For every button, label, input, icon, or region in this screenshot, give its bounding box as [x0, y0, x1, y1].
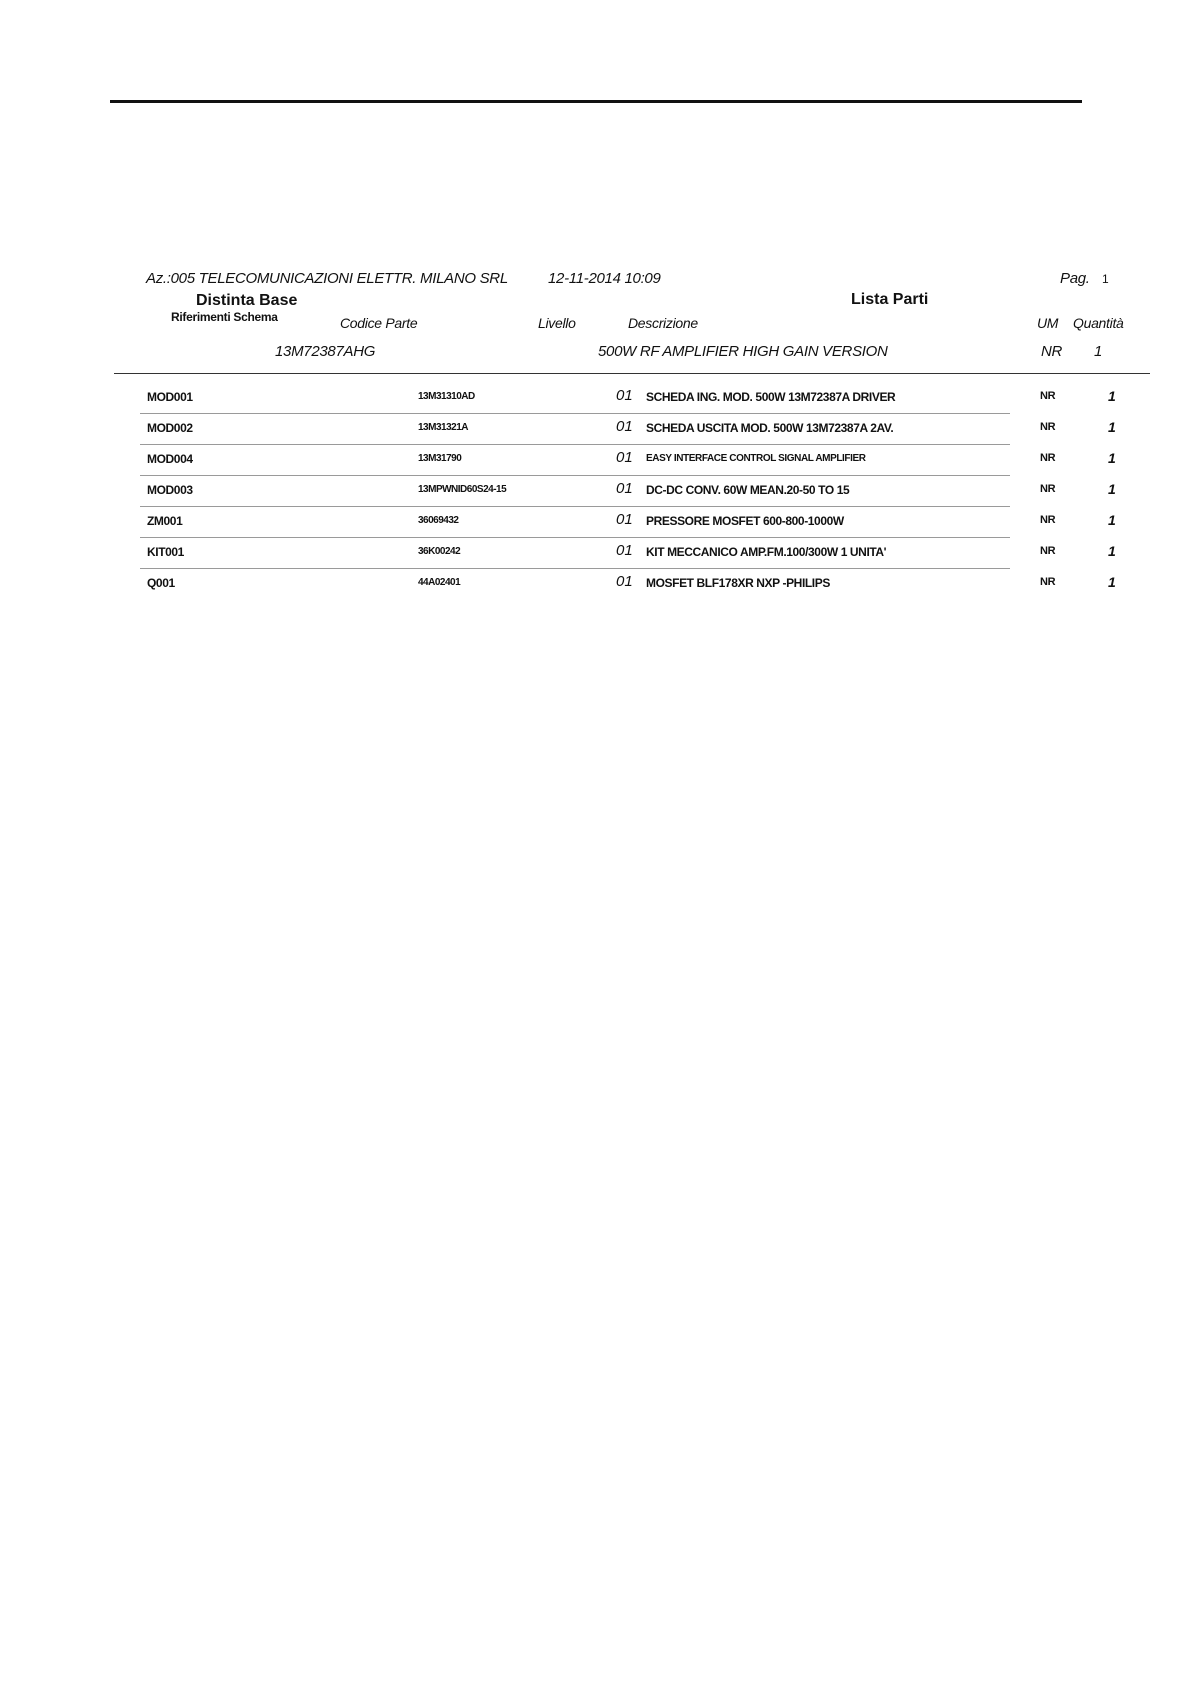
- print-datetime: 12-11-2014 10:09: [548, 270, 661, 287]
- list-title: Lista Parti: [851, 291, 929, 308]
- row-reference: MOD003: [147, 483, 193, 497]
- row-um: NR: [1040, 545, 1056, 557]
- table-row: [140, 476, 1116, 507]
- row-part-code: 13MPWNID60S24-15: [418, 484, 507, 495]
- row-reference: KIT001: [147, 545, 184, 559]
- assembly-um: NR: [1041, 343, 1063, 360]
- document-title: Distinta Base: [196, 292, 298, 309]
- page-label: Pag.: [1060, 270, 1090, 287]
- row-level: 01: [616, 449, 633, 466]
- row-part-code: 36K00242: [418, 546, 461, 557]
- column-header-code: Codice Parte: [340, 315, 418, 331]
- row-quantity: 1: [1108, 481, 1116, 497]
- column-header-quantity: Quantità: [1073, 315, 1124, 331]
- document-subtitle: Riferimenti Schema: [171, 310, 278, 324]
- column-header-level: Livello: [538, 315, 576, 331]
- table-row: [140, 445, 1116, 476]
- row-description: MOSFET BLF178XR NXP -PHILIPS: [646, 576, 830, 590]
- assembly-description: 500W RF AMPLIFIER HIGH GAIN VERSION: [598, 343, 888, 360]
- company-name: Az.:005 TELECOMUNICAZIONI ELETTR. MILANO SRL: [146, 270, 508, 287]
- row-um: NR: [1040, 514, 1056, 526]
- table-row: [140, 538, 1116, 569]
- row-description: KIT MECCANICO AMP.FM.100/300W 1 UNITA': [646, 545, 887, 559]
- row-um: NR: [1040, 390, 1056, 402]
- table-row: [140, 383, 1116, 414]
- row-reference: MOD002: [147, 421, 193, 435]
- row-description: SCHEDA ING. MOD. 500W 13M72387A DRIVER: [646, 390, 896, 404]
- table-row: [140, 507, 1116, 538]
- row-reference: MOD004: [147, 452, 193, 466]
- assembly-quantity: 1: [1094, 343, 1103, 360]
- row-part-code: 13M31321A: [418, 422, 468, 433]
- row-um: NR: [1040, 452, 1056, 464]
- assembly-code: 13M72387AHG: [275, 343, 376, 360]
- row-quantity: 1: [1108, 388, 1116, 404]
- column-header-description: Descrizione: [628, 315, 698, 331]
- table-row: [140, 414, 1116, 445]
- row-quantity: 1: [1108, 419, 1116, 435]
- row-description: EASY INTERFACE CONTROL SIGNAL AMPLIFIER: [646, 453, 866, 464]
- page-number: 1: [1102, 272, 1109, 286]
- row-um: NR: [1040, 421, 1056, 433]
- row-quantity: 1: [1108, 512, 1116, 528]
- row-level: 01: [616, 511, 633, 528]
- row-level: 01: [616, 573, 633, 590]
- row-quantity: 1: [1108, 450, 1116, 466]
- row-part-code: 13M31310AD: [418, 391, 475, 402]
- column-header-um: UM: [1037, 315, 1059, 331]
- row-reference: MOD001: [147, 390, 193, 404]
- row-description: PRESSORE MOSFET 600-800-1000W: [646, 514, 844, 528]
- row-reference: Q001: [147, 576, 175, 590]
- top-horizontal-rule: [110, 100, 1082, 103]
- row-um: NR: [1040, 483, 1056, 495]
- row-reference: ZM001: [147, 514, 183, 528]
- row-level: 01: [616, 480, 633, 497]
- row-level: 01: [616, 418, 633, 435]
- row-description: DC-DC CONV. 60W MEAN.20-50 TO 15: [646, 483, 850, 497]
- row-part-code: 36069432: [418, 515, 459, 526]
- row-description: SCHEDA USCITA MOD. 500W 13M72387A 2AV.: [646, 421, 894, 435]
- row-part-code: 13M31790: [418, 453, 462, 464]
- row-quantity: 1: [1108, 543, 1116, 559]
- row-level: 01: [616, 542, 633, 559]
- parts-table: [140, 383, 1116, 599]
- row-part-code: 44A02401: [418, 577, 461, 588]
- row-level: 01: [616, 387, 633, 404]
- row-um: NR: [1040, 576, 1056, 588]
- header-divider: [114, 373, 1150, 374]
- table-row: [140, 569, 1116, 599]
- row-quantity: 1: [1108, 574, 1116, 590]
